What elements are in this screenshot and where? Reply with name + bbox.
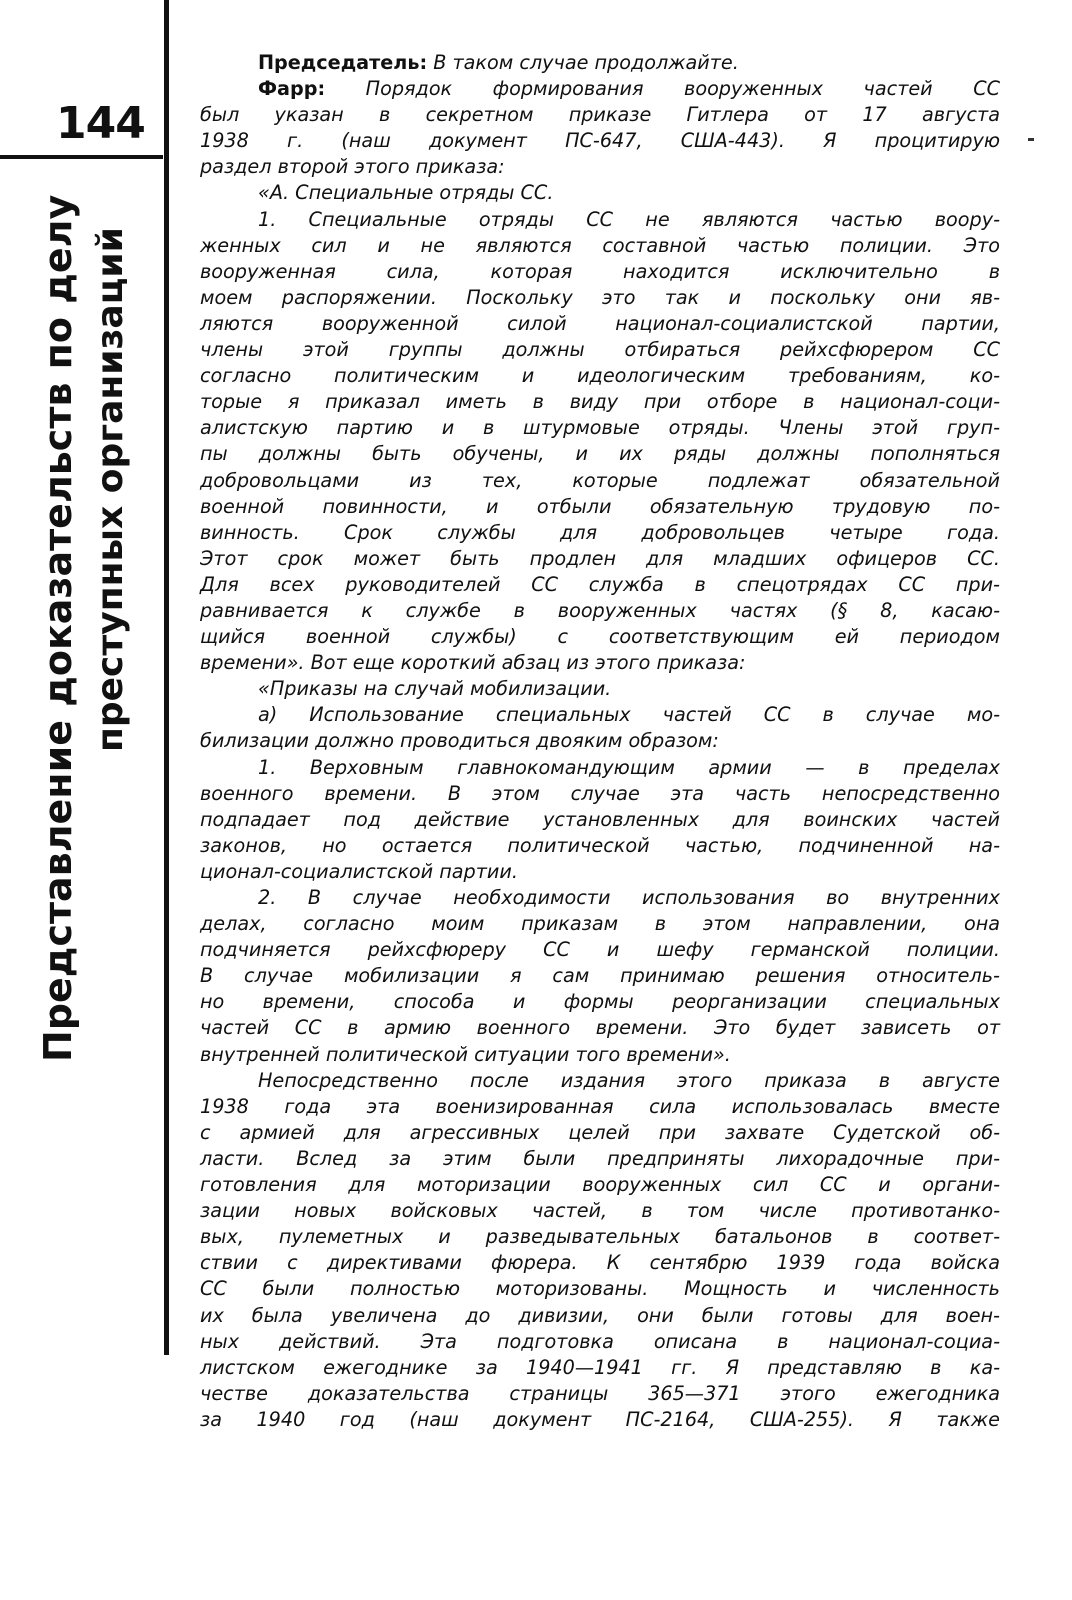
text-line: зации новых войсковых частей, в том числе противотанко- [200, 1199, 1000, 1223]
text-line: внутренней политической ситуации того времени». [200, 1042, 731, 1066]
text-line: ных действий. Эта подготовка описана в национал-социа- [200, 1329, 1000, 1353]
text-line: Непосредственно после издания этого приказа в августе [258, 1068, 1000, 1092]
running-title-line2: преступных организаций [90, 227, 131, 752]
text-line: был указан в секретном приказе Гитлера от 17 августа [200, 103, 1000, 127]
body-text [200, 50, 1000, 1433]
text-line: ласти. Вслед за этим были предприняты лихорадочные при- [200, 1146, 1000, 1170]
text-line: щийся военной службы) с соответствующим ей периодом [200, 625, 1000, 649]
text-line: но времени, способа и формы реорганизации специальных [200, 990, 1000, 1014]
text-line: В случае мобилизации я сам принимаю решения относитель- [200, 964, 1000, 988]
text-line: Этот срок может быть продлен для младших офицеров СС. [200, 546, 1000, 570]
text-line: 1. Специальные отряды СС не являются частью воору- [258, 207, 1000, 231]
text-line: с армией для агрессивных целей при захвате Судетской об- [200, 1120, 1000, 1144]
text-line: Фарр: Порядок формирования вооруженных частей СС [258, 77, 1000, 101]
text-line: Председатель: В таком случае продолжайте. [258, 51, 739, 74]
speaker-label: Председатель: [258, 51, 428, 74]
text-line: вооруженная сила, которая находится исключительно в [200, 259, 1000, 283]
text-line: делах, согласно моим приказам в этом направлении, она [200, 912, 1000, 936]
text-line: ляются вооруженной силой национал-социалистской партии, [200, 311, 1000, 335]
page-number-rule [0, 155, 163, 159]
text-line: их была увеличена до дивизии, они были готовы для воен- [200, 1303, 1000, 1327]
text-line: 1938 г. (наш документ ПС-647, США-443). Я процитирую [200, 129, 1000, 153]
text-line: подпадает под действие установленных для воинских частей [200, 807, 1000, 831]
text-line: готовления для моторизации вооруженных сил СС и органи- [200, 1173, 1000, 1197]
text-line: военного времени. В этом случае эта часть непосредственно [200, 781, 1000, 805]
text-line: женных сил и не являются составной частью полиции. Это [200, 233, 1000, 257]
text-line: алистскую партию и в штурмовые отряды. Члены этой груп- [200, 416, 1000, 440]
text-line: за 1940 год (наш документ ПС-2164, США-255). Я также [200, 1407, 1000, 1431]
text-line: 1. Верховным главнокомандующим армии — в пределах [258, 755, 1000, 779]
text-line: раздел второй этого приказа: [200, 155, 505, 179]
running-title-line1: Представление доказательств по делу [36, 194, 80, 1062]
text-line: члены этой группы должны отбираться рейхсфюрером СС [200, 338, 1000, 362]
text-line: Для всех руководителей СС служба в спецотрядах СС при- [200, 572, 1000, 596]
text-line: подчиняется рейхсфюреру СС и шефу германской полиции. [200, 938, 1000, 962]
text-line: равнивается к службе в вооруженных частях (§ 8, касаю- [200, 598, 1000, 622]
text-line: 2. В случае необходимости использования во внутренних [258, 886, 1000, 909]
text-line: 1938 года эта военизированная сила использовалась вместе [200, 1094, 1000, 1118]
text-line: согласно политическим и идеологическим требованиям, ко- [200, 364, 1000, 388]
text-line: ционал-социалистской партии. [200, 859, 518, 883]
text-line: частей СС в армию военного времени. Это будет зависеть от [200, 1016, 1000, 1040]
stray-mark [1028, 138, 1034, 141]
text-line: добровольцами из тех, которые подлежат обязательной [200, 468, 1000, 492]
margin-rule [164, 0, 169, 1355]
text-line: винность. Срок службы для добровольцев четыре года. [200, 520, 1000, 544]
text-line: вых, пулеметных и разведывательных батальонов в соответ- [200, 1225, 1000, 1249]
text-line: а) Использование специальных частей СС в случае мо- [258, 703, 1000, 727]
text-line: военной повинности, и отбыли обязательную трудовую по- [200, 494, 1000, 518]
text-line: торые я приказал иметь в виду при отборе в национал-соци- [200, 390, 1000, 414]
text-line: ствии с директивами фюрера. К сентябрю 1939 года войска [200, 1251, 1000, 1275]
text-line: моем распоряжении. Поскольку это так и поскольку они яв- [200, 285, 1000, 309]
text-line: СС были полностью моторизованы. Мощность и численность [200, 1277, 1000, 1301]
text-line: «Приказы на случай мобилизации. [258, 677, 612, 701]
text-line: пы должны быть обучены, и их ряды должны пополняться [200, 442, 1000, 466]
page-number: 144 [56, 98, 145, 149]
text-line: честве доказательства страницы 365—371 этого ежегодника [200, 1381, 1000, 1405]
text-line: законов, но остается политической частью, подчиненной на- [200, 833, 1000, 857]
text-line: билизации должно проводиться двояким образом: [200, 729, 719, 753]
text-line: «А. Специальные отряды СС. [258, 181, 554, 205]
speaker-label: Фарр: [258, 77, 326, 101]
text-line: времени». Вот еще короткий абзац из этого приказа: [200, 651, 746, 675]
text-line: листском ежегоднике за 1940—1941 гг. Я представляю в ка- [200, 1355, 1000, 1379]
